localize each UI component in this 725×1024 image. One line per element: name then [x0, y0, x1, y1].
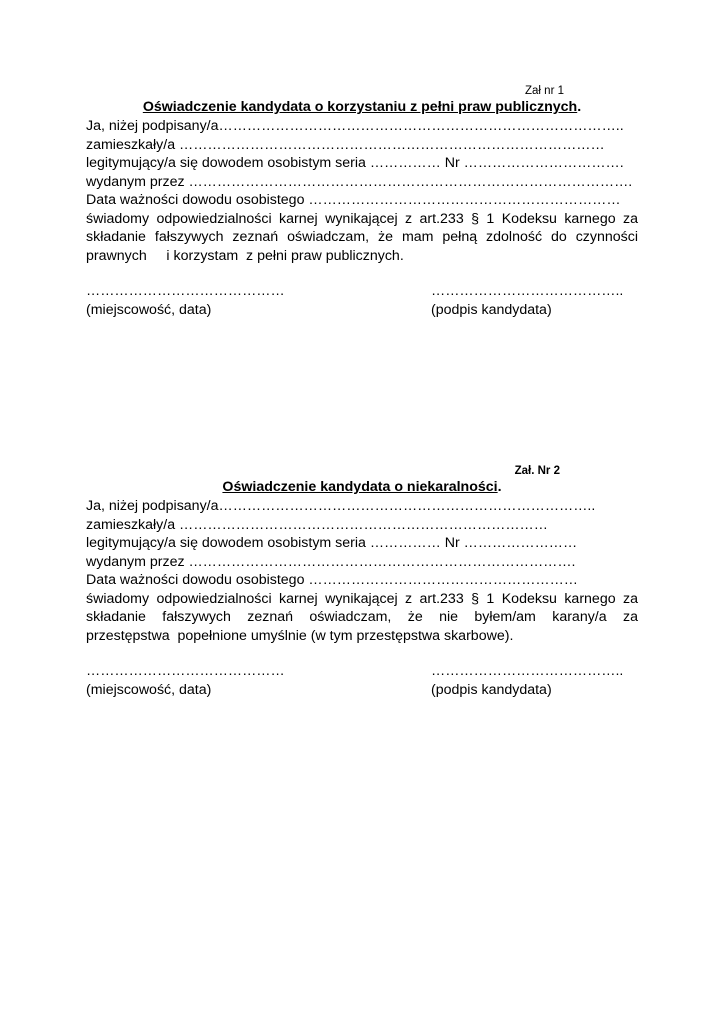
attachment-number: Zał nr 1 [525, 85, 564, 97]
statement-title-period: . [497, 479, 502, 495]
residence-field-line[interactable]: zamieszkały/a ……………………………………………………………………………… [86, 136, 605, 153]
statement-title [86, 478, 638, 497]
declaration-line-2: składanie fałszywych zeznań oświadczam, że nie byłem/am karany/a za [86, 609, 638, 625]
declaration-line-1: świadomy odpowiedzialności karnej wynikającej z art.233 § 1 Kodeksu karnego za [86, 210, 638, 227]
place-date-field[interactable]: …………………………………… [86, 663, 285, 679]
declaration-line-3: prawnych i korzystam z pełni praw publicznych. [86, 247, 404, 264]
signature-field[interactable]: ………………………………….. [431, 663, 624, 679]
name-field-line[interactable]: Ja, niżej podpisany/a…………………………………………………………………….. [86, 498, 596, 514]
id-document-field-line[interactable]: legitymujący/a się dowodem osobistym seria …………… Nr …………………… [86, 535, 578, 551]
id-validity-field-line[interactable]: Data ważności dowodu osobistego ………………………………………………………… [86, 192, 621, 208]
issued-by-field-line[interactable]: wydanym przez ………………………………………………………………………. [86, 553, 576, 570]
signature-block [86, 662, 638, 702]
place-date-label: (miejscowość, data) [86, 681, 212, 698]
declaration-line-3: przestępstwa popełnione umyślnie (w tym przestępstwa skarbowe). [86, 627, 514, 644]
residence-field-line[interactable]: zamieszkały/a …………………………………………………………………… [86, 516, 548, 533]
statement-title-text: Oświadczenie kandydata o korzystaniu z pełni praw publicznych [142, 99, 578, 115]
attachment-number: Zał. Nr 2 [514, 465, 560, 477]
place-date-block [86, 662, 285, 699]
statement-public-rights [86, 84, 638, 322]
declaration-line-2: składanie fałszywych zeznań oświadczam, że mam pełną zdolność do czynności [86, 229, 638, 245]
name-field-line[interactable]: Ja, niżej podpisany/a………………………………………………………………………….. [86, 118, 624, 134]
id-validity-field-line[interactable]: Data ważności dowodu osobistego ………………………………………………… [86, 572, 578, 588]
statement-title-period: . [577, 99, 582, 115]
issued-by-field-line[interactable]: wydanym przez …………………………………………………………………………………. [86, 173, 633, 190]
signature-label: (podpis kandydata) [431, 301, 552, 318]
candidate-signature-block [431, 662, 623, 699]
id-document-field-line[interactable]: legitymujący/a się dowodem osobistym seria …………… Nr ……………………………. [86, 155, 624, 171]
statement-title-text: Oświadczenie kandydata o niekaralności [222, 479, 498, 495]
statement-title [86, 98, 638, 117]
signature-block [86, 282, 638, 322]
place-date-block [86, 282, 285, 319]
place-date-field[interactable]: …………………………………… [86, 283, 285, 299]
declaration-line-1: świadomy odpowiedzialności karnej wynikającej z art.233 § 1 Kodeksu karnego za [86, 590, 638, 607]
signature-label: (podpis kandydata) [431, 681, 552, 698]
signature-field[interactable]: ………………………………….. [431, 283, 624, 299]
place-date-label: (miejscowość, data) [86, 301, 212, 318]
statement-no-criminal-record [86, 464, 638, 702]
candidate-signature-block [431, 282, 623, 319]
